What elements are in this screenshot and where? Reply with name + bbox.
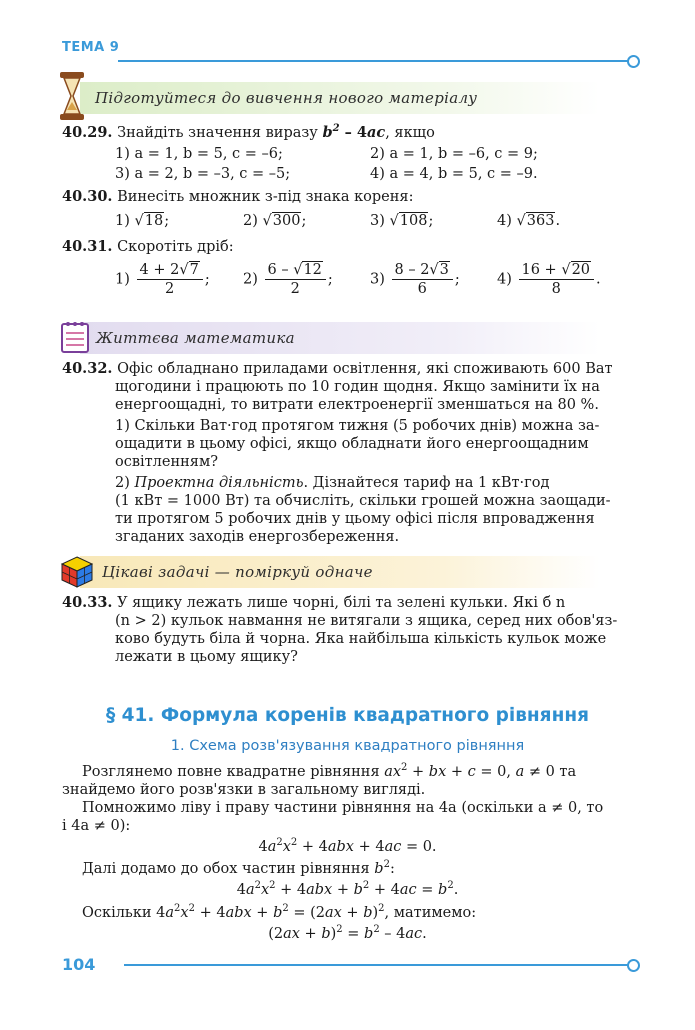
- ex30-number: 40.30.: [62, 188, 113, 205]
- footer-rule-end-dot: [627, 959, 640, 972]
- ex33-line-4: лежати в цьому ящику?: [115, 649, 298, 665]
- ex30-item-3: 3) √108;: [370, 213, 434, 229]
- ex29-expr-tail: – 4: [339, 124, 367, 141]
- ex33-line-2: (n > 2) кульок навмання не витягали з ящика, серед них обов'яз-: [115, 613, 618, 629]
- ex29-number: 40.29.: [62, 124, 113, 141]
- notepad-icon: [60, 320, 90, 354]
- header-rule: [118, 60, 628, 62]
- ex32-line-4: 1) Скільки Ват·год протягом тижня (5 робочих днів) можна за-: [115, 418, 600, 434]
- section-title: § 41. Формула коренів квадратного рівняння: [105, 705, 590, 726]
- ex31-item-3: 3) $\frac{8 - 2√3}{6}$ ;: [370, 262, 460, 297]
- ex29-case-2: 2) a = 1, b = –6, c = 9;: [370, 146, 538, 162]
- page-number: 104: [62, 955, 96, 974]
- ex31-number: 40.31.: [62, 238, 113, 255]
- hourglass-icon: [58, 70, 86, 122]
- banner-life-math-title: Життєва математика: [96, 329, 295, 347]
- ex29-case-3: 3) a = 2, b = –3, c = –5;: [115, 166, 291, 182]
- banner-interesting-title: Цікаві задачі — поміркуй одначе: [102, 563, 373, 581]
- equation-1: $4a^2x^2 + 4abx + 4ac = 0$.: [258, 837, 437, 855]
- ex29-suffix: , якщо: [385, 125, 435, 141]
- ex31-item-4: 4) $\frac{16 + √20}{8}$ .: [497, 262, 601, 297]
- ex30-item-4: 4) √363.: [497, 213, 561, 229]
- ex31-head: [62, 238, 234, 256]
- banner-prepare-title: Підготуйтеся до вивчення нового матеріалу: [95, 89, 478, 107]
- ex32-line-1: 40.32. Офіс обладнано приладами освітлення, які споживають 600 Ват: [62, 360, 613, 377]
- ex30-head: [62, 188, 413, 206]
- ex31-item-1: 1) $\frac{4 + 2√7}{2}$ ;: [115, 262, 210, 297]
- ex31-item-2: 2) $\frac{6 - √12}{2}$ ;: [243, 262, 333, 297]
- body-p1-line-1: Розглянемо повне квадратне рівняння $ax^2$ + bx + c = 0, a ≠ 0 та: [82, 762, 577, 780]
- footer-rule: [124, 964, 628, 966]
- ex29-case-4: 4) a = 4, b = 5, c = –9.: [370, 166, 538, 182]
- ex32-line-5: ощадити в цьому офісі, якщо обладнати його енергоощадним: [115, 436, 589, 452]
- ex29-case-1: 1) a = 1, b = 5, c = –6;: [115, 146, 283, 162]
- ex29-text: Знайдіть значення виразу: [117, 125, 318, 141]
- section-subtitle: 1. Схема розв'язування квадратного рівняння: [170, 738, 525, 754]
- ex33-number: 40.33.: [62, 594, 113, 611]
- topic-label: ТЕМА 9: [62, 40, 120, 55]
- ex32-line-7: 2) Проектна діяльність. Дізнайтеся тариф на 1 кВт·год: [115, 475, 550, 491]
- ex30-item-1: 1) √18;: [115, 213, 170, 229]
- ex32-line-2: щогодини і працюють по 10 годин щодня. Якщо замінити їх на: [115, 379, 600, 395]
- ex29-head: 40.29. Знайдіть значення виразу $b^2 - 4ac$, якщо: [62, 123, 435, 141]
- body-p1-line-2: знайдемо його розв'язки в загальному вигляді.: [62, 782, 426, 798]
- ex33-line-1: 40.33. У ящику лежать лише чорні, білі та зелені кульки. Які б n: [62, 594, 566, 611]
- equation-3: $(2ax + b)^2 = b^2 - 4ac$.: [268, 924, 427, 942]
- ex30-text: Винесіть множник з-під знака кореня:: [117, 189, 414, 205]
- ex32-line-8: (1 кВт = 1000 Вт) та обчисліть, скільки грошей можна заощади-: [115, 493, 611, 509]
- ex32-number: 40.32.: [62, 360, 113, 377]
- body-p2-line-1: Помножимо ліву і праву частини рівняння на 4a (оскільки a ≠ 0, то: [82, 800, 604, 816]
- ex32-line-9: ти протягом 5 робочих днів у цьому офісі після впровадження: [115, 511, 595, 527]
- body-p4: Оскільки $4a^2x^2 + 4abx + b^2 = (2ax + b)^2$, матимемо:: [82, 903, 477, 921]
- rubiks-cube-icon: [60, 555, 94, 589]
- body-p2-line-2: і 4a ≠ 0):: [62, 818, 131, 834]
- ex32-line-10: згаданих заходів енергозбереження.: [115, 529, 400, 545]
- header-rule-end-dot: [627, 55, 640, 68]
- ex31-text: Скоротіть дріб:: [117, 239, 234, 255]
- ex32-line-6: освітленням?: [115, 454, 218, 470]
- equation-2: $4a^2x^2 + 4abx + b^2 + 4ac = b^2$.: [236, 880, 459, 898]
- ex32-line-3: енергоощадні, то витрати електроенергії зменшаться на 80 %.: [115, 397, 599, 413]
- body-p3: Далі додамо до обох частин рівняння $b^2$:: [82, 859, 395, 877]
- ex33-line-3: ково будуть біла й чорна. Яка найбільша кількість кульок може: [115, 631, 607, 647]
- ex30-item-2: 2) √300;: [243, 213, 307, 229]
